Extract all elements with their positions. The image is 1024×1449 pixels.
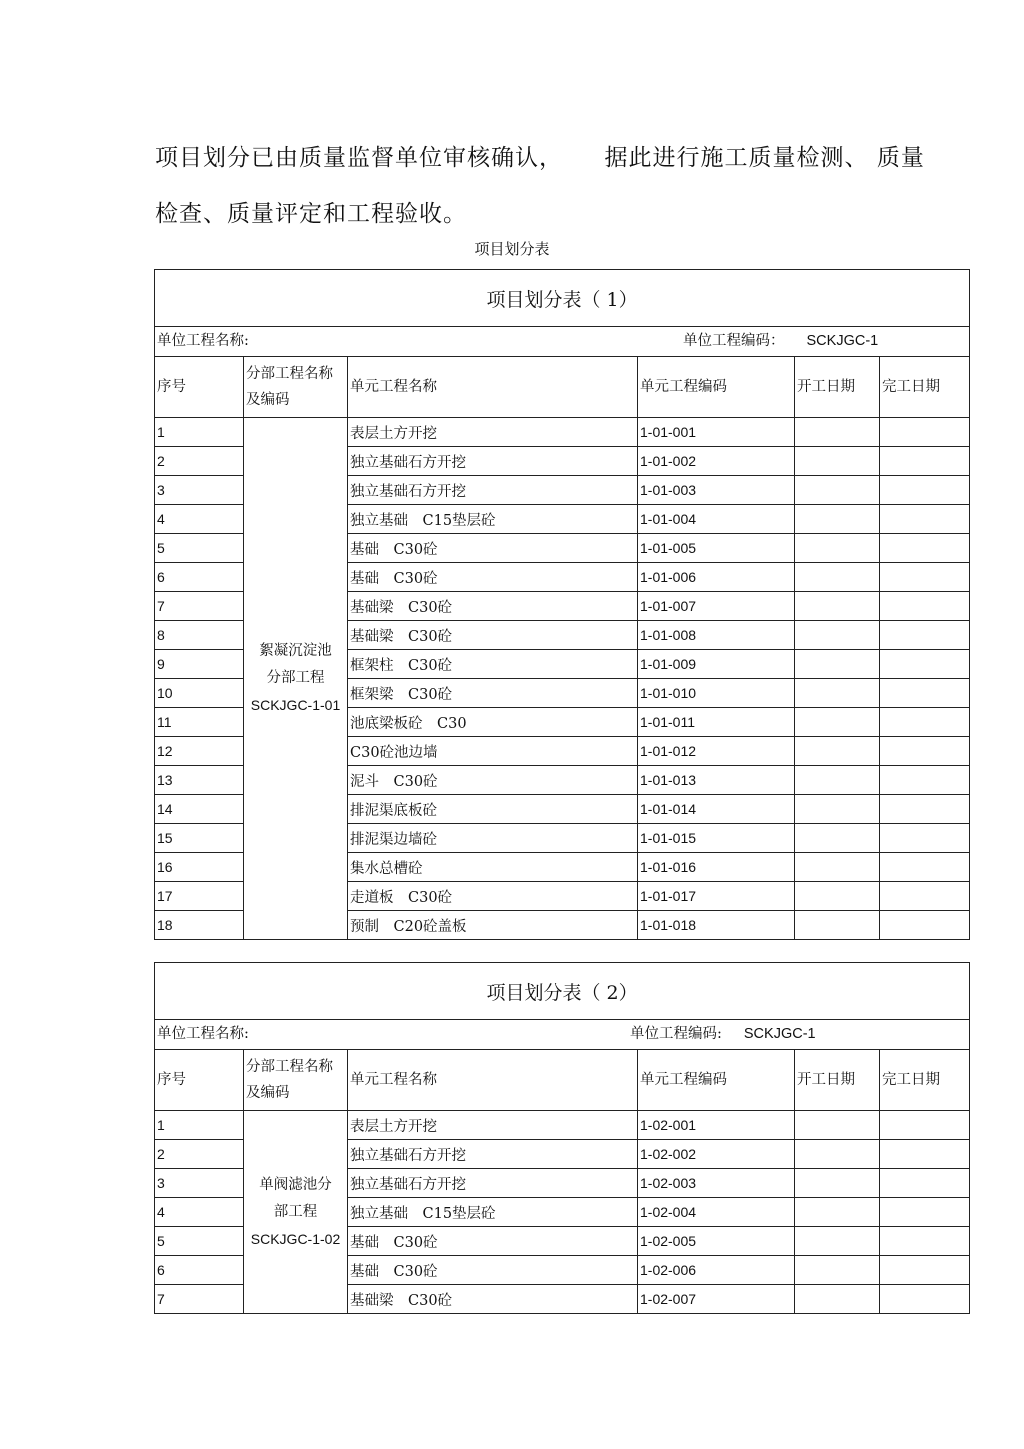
row-unit-code: 1-01-018	[638, 911, 795, 940]
intro-line-1: 项目划分已由质量监督单位审核确认， 据此进行施工质量检测、 质量	[155, 145, 925, 171]
row-unit-name: 泥斗 C30砼	[348, 766, 638, 795]
row-seq: 13	[155, 766, 244, 795]
row-end-date	[880, 737, 970, 766]
table-2-unit-code-label: 单位工程编码:	[630, 1026, 722, 1042]
row-end-date	[880, 853, 970, 882]
row-unit-code: 1-02-003	[638, 1169, 795, 1198]
row-seq: 4	[155, 505, 244, 534]
row-start-date	[795, 911, 880, 940]
row-start-date	[795, 1256, 880, 1285]
row-unit-name: 基础 C30砼	[348, 534, 638, 563]
row-unit-name: 独立基础石方开挖	[348, 476, 638, 505]
row-end-date	[880, 592, 970, 621]
table-caption: 项目划分表	[474, 240, 550, 258]
intro-paragraph	[155, 130, 925, 242]
row-seq: 1	[155, 418, 244, 447]
division-table-2	[154, 962, 970, 1314]
row-unit-name: 独立基础 C15垫层砼	[348, 1198, 638, 1227]
row-end-date	[880, 1169, 970, 1198]
header-seq: 序号	[155, 357, 244, 418]
row-unit-name: C30砼池边墙	[348, 737, 638, 766]
row-unit-code: 1-01-001	[638, 418, 795, 447]
row-unit-name: 表层土方开挖	[348, 1111, 638, 1140]
row-end-date	[880, 534, 970, 563]
row-start-date	[795, 418, 880, 447]
row-start-date	[795, 621, 880, 650]
table-1-meta	[155, 327, 970, 357]
header-unit-code: 单元工程编码	[638, 357, 795, 418]
row-unit-code: 1-01-010	[638, 679, 795, 708]
row-end-date	[880, 824, 970, 853]
table-1-unit-code-group	[683, 327, 878, 356]
row-unit-code: 1-02-002	[638, 1140, 795, 1169]
table-1-unit-code: SCKJGC-1	[806, 333, 879, 349]
row-unit-code: 1-01-002	[638, 447, 795, 476]
row-start-date	[795, 1285, 880, 1314]
row-unit-name: 独立基础石方开挖	[348, 447, 638, 476]
row-start-date	[795, 766, 880, 795]
header-division: 分部工程名称及编码	[244, 357, 348, 418]
row-start-date	[795, 476, 880, 505]
row-unit-code: 1-01-013	[638, 766, 795, 795]
row-seq: 7	[155, 1285, 244, 1314]
row-start-date	[795, 1111, 880, 1140]
table-row	[155, 418, 970, 447]
row-end-date	[880, 1111, 970, 1140]
row-start-date	[795, 795, 880, 824]
row-end-date	[880, 563, 970, 592]
row-end-date	[880, 1256, 970, 1285]
row-unit-code: 1-01-015	[638, 824, 795, 853]
header-end-date: 完工日期	[880, 357, 970, 418]
row-unit-code: 1-01-011	[638, 708, 795, 737]
row-end-date	[880, 679, 970, 708]
row-end-date	[880, 708, 970, 737]
row-seq: 16	[155, 853, 244, 882]
row-end-date	[880, 795, 970, 824]
row-seq: 17	[155, 882, 244, 911]
row-unit-name: 框架梁 C30砼	[348, 679, 638, 708]
table-2-meta	[155, 1020, 970, 1050]
row-start-date	[795, 882, 880, 911]
row-seq: 5	[155, 1227, 244, 1256]
row-seq: 9	[155, 650, 244, 679]
row-end-date	[880, 1227, 970, 1256]
row-start-date	[795, 534, 880, 563]
row-unit-name: 基础 C30砼	[348, 1227, 638, 1256]
row-seq: 5	[155, 534, 244, 563]
row-seq: 2	[155, 447, 244, 476]
row-unit-code: 1-02-004	[638, 1198, 795, 1227]
row-seq: 12	[155, 737, 244, 766]
row-seq: 3	[155, 476, 244, 505]
header-unit-code: 单元工程编码	[638, 1050, 795, 1111]
row-unit-code: 1-01-005	[638, 534, 795, 563]
row-end-date	[880, 911, 970, 940]
row-unit-name: 独立基础石方开挖	[348, 1140, 638, 1169]
row-unit-name: 独立基础 C15垫层砼	[348, 505, 638, 534]
row-end-date	[880, 1198, 970, 1227]
row-unit-code: 1-01-003	[638, 476, 795, 505]
row-unit-name: 基础梁 C30砼	[348, 1285, 638, 1314]
header-unit-name: 单元工程名称	[348, 357, 638, 418]
row-start-date	[795, 592, 880, 621]
row-unit-name: 排泥渠边墙砼	[348, 824, 638, 853]
row-seq: 3	[155, 1169, 244, 1198]
row-unit-name: 独立基础石方开挖	[348, 1169, 638, 1198]
table-2-title: 项目划分表（ 2）	[155, 963, 970, 1020]
row-start-date	[795, 853, 880, 882]
row-unit-code: 1-01-004	[638, 505, 795, 534]
division-name-line-2: 部工程	[273, 1203, 318, 1220]
row-unit-name: 表层土方开挖	[348, 418, 638, 447]
row-seq: 6	[155, 563, 244, 592]
row-seq: 1	[155, 1111, 244, 1140]
table-2-division-cell	[244, 1111, 348, 1314]
row-unit-code: 1-01-008	[638, 621, 795, 650]
division-code: SCKJGC-1-01	[250, 697, 341, 713]
row-end-date	[880, 505, 970, 534]
table-1-title: 项目划分表（ 1）	[155, 270, 970, 327]
row-end-date	[880, 1285, 970, 1314]
row-unit-code: 1-02-006	[638, 1256, 795, 1285]
division-table-1	[154, 269, 970, 940]
row-unit-code: 1-02-007	[638, 1285, 795, 1314]
row-end-date	[880, 418, 970, 447]
row-unit-code: 1-02-001	[638, 1111, 795, 1140]
row-end-date	[880, 766, 970, 795]
row-unit-name: 基础梁 C30砼	[348, 621, 638, 650]
row-unit-code: 1-01-016	[638, 853, 795, 882]
row-unit-code: 1-01-014	[638, 795, 795, 824]
division-code: SCKJGC-1-02	[250, 1230, 341, 1247]
row-start-date	[795, 708, 880, 737]
row-start-date	[795, 650, 880, 679]
row-unit-name: 基础 C30砼	[348, 563, 638, 592]
header-start-date: 开工日期	[795, 1050, 880, 1111]
table-1-unit-name-label: 单位工程名称:	[157, 333, 249, 349]
row-start-date	[795, 1140, 880, 1169]
row-seq: 10	[155, 679, 244, 708]
row-unit-code: 1-01-009	[638, 650, 795, 679]
row-unit-name: 基础梁 C30砼	[348, 592, 638, 621]
table-1-division-cell	[244, 418, 348, 940]
header-end-date: 完工日期	[880, 1050, 970, 1111]
row-start-date	[795, 679, 880, 708]
row-unit-name: 集水总槽砼	[348, 853, 638, 882]
row-unit-code: 1-01-017	[638, 882, 795, 911]
table-2-unit-name-label: 单位工程名称:	[157, 1026, 249, 1042]
row-end-date	[880, 476, 970, 505]
row-start-date	[795, 737, 880, 766]
row-unit-code: 1-01-007	[638, 592, 795, 621]
row-seq: 18	[155, 911, 244, 940]
table-2-unit-code-group	[630, 1020, 816, 1049]
table-1-unit-code-label: 单位工程编码：	[683, 333, 785, 349]
division-name-line-1: 絮凝沉淀池	[259, 643, 332, 659]
row-end-date	[880, 1140, 970, 1169]
row-unit-code: 1-02-005	[638, 1227, 795, 1256]
division-name-line-2: 分部工程	[266, 670, 325, 686]
header-start-date: 开工日期	[795, 357, 880, 418]
intro-line-2: 检查、质量评定和工程验收。	[155, 201, 467, 227]
row-start-date	[795, 1169, 880, 1198]
row-start-date	[795, 824, 880, 853]
row-end-date	[880, 621, 970, 650]
row-end-date	[880, 882, 970, 911]
row-unit-name: 基础 C30砼	[348, 1256, 638, 1285]
row-end-date	[880, 650, 970, 679]
row-start-date	[795, 563, 880, 592]
row-start-date	[795, 1227, 880, 1256]
row-seq: 6	[155, 1256, 244, 1285]
row-seq: 14	[155, 795, 244, 824]
row-start-date	[795, 1198, 880, 1227]
row-unit-code: 1-01-012	[638, 737, 795, 766]
row-seq: 2	[155, 1140, 244, 1169]
table-row	[155, 1111, 970, 1140]
row-end-date	[880, 447, 970, 476]
table-2-unit-code: SCKJGC-1	[743, 1026, 816, 1042]
header-division: 分部工程名称及编码	[244, 1050, 348, 1111]
row-seq: 8	[155, 621, 244, 650]
row-start-date	[795, 505, 880, 534]
division-name-line-1: 单阀滤池分	[259, 1176, 332, 1193]
row-unit-name: 排泥渠底板砼	[348, 795, 638, 824]
header-unit-name: 单元工程名称	[348, 1050, 638, 1111]
row-unit-name: 走道板 C30砼	[348, 882, 638, 911]
row-seq: 4	[155, 1198, 244, 1227]
header-seq: 序号	[155, 1050, 244, 1111]
row-unit-name: 池底梁板砼 C30	[348, 708, 638, 737]
row-unit-code: 1-01-006	[638, 563, 795, 592]
row-unit-name: 框架柱 C30砼	[348, 650, 638, 679]
row-seq: 15	[155, 824, 244, 853]
row-start-date	[795, 447, 880, 476]
row-seq: 11	[155, 708, 244, 737]
row-seq: 7	[155, 592, 244, 621]
row-unit-name: 预制 C20砼盖板	[348, 911, 638, 940]
